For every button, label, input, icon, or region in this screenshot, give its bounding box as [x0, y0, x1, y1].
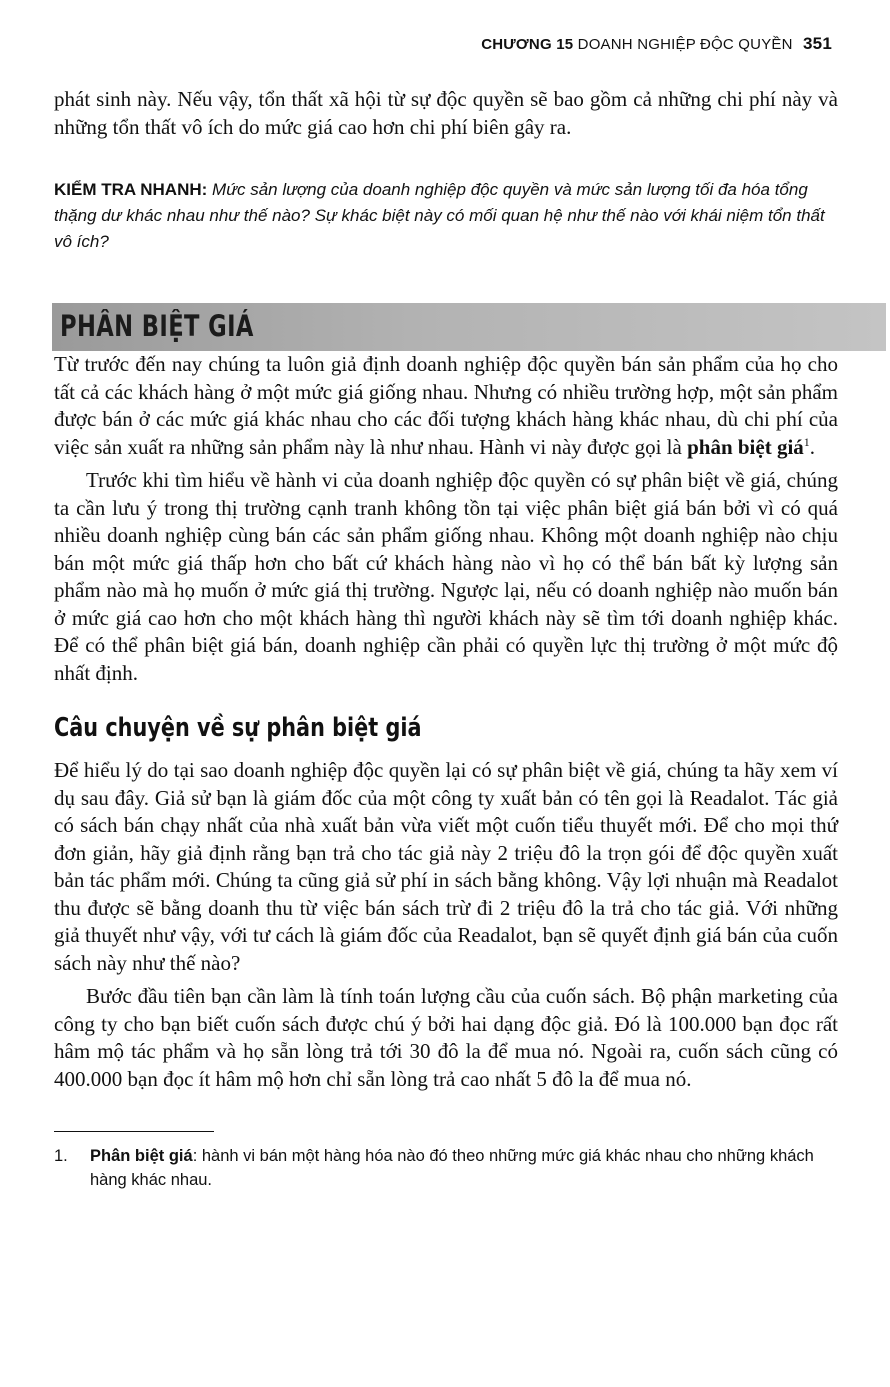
subsection-title: Câu chuyện về sự phân biệt giá — [54, 713, 422, 743]
quick-check — [54, 177, 838, 255]
footnote-text: : hành vi bán một hàng hóa nào đó theo những mức giá khác nhau cho những khách hàng khác nhau. — [90, 1147, 814, 1189]
page-content — [54, 86, 838, 1192]
subsection-paragraph-2: Bước đầu tiên bạn cần làm là tính toán lượng cầu của cuốn sách. Bộ phận marketing của công ty cho bạn biết cuốn sách được chú ý bởi hai dạng độc giả. Đó là 100.000 bạn đọc rất hâm mộ tác phẩm và họ sẵn lòng trả tới 30 đô la để mua nó. Ngoài ra, cuốn sách cũng có 400.000 bạn đọc ít hâm mộ hơn chỉ sẵn lòng trả cao nhất 5 đô la để mua nó. — [54, 984, 838, 1091]
footnote — [54, 1144, 838, 1192]
subsection-paragraph-1: Để hiểu lý do tại sao doanh nghiệp độc quyền lại có sự phân biệt về giá, chúng ta hãy xem ví dụ sau đây. Giả sử bạn là giám đốc của một công ty xuất bản có tên gọi là Readalot. Tác giả có sách bán chạy nhất của nhà xuất bản vừa viết một cuốn tiểu thuyết mới. Để cho mọi thứ đơn giản, hãy giả định rằng bạn trả cho tác giả này 2 triệu đô la trọn gói để độc quyền xuất bản tác phẩm mới. Chúng ta cũng giả sử phí in sách bằng không. Vậy lợi nhuận mà Readalot thu được sẽ bằng doanh thu từ việc bán sách trừ đi 2 triệu đô la trả cho tác giả. Với những giả thuyết như vậy, với tư cách là giám đốc của Readalot, bạn sẽ quyết định giá bán của cuốn sách này như thế nào? — [54, 758, 838, 975]
section-paragraph-1 — [54, 351, 838, 461]
page-number: 351 — [803, 34, 832, 53]
section-header-bar — [52, 303, 886, 351]
section-paragraph-2: Trước khi tìm hiểu về hành vi của doanh nghiệp độc quyền có sự phân biệt về giá, chúng ta cần lưu ý trong thị trường cạnh tranh không tồn tại việc phân biệt giá bán bởi vì có quá nhiều doanh nghiệp cùng bán các sản phẩm giống nhau. Không một doanh nghiệp nào chịu bán một mức giá thấp hơn cho bất cứ khách hàng nào vì họ có thể bán bất kỳ lượng sản phẩm nào mà họ muốn ở mức giá thị trường. Ngược lại, nếu có doanh nghiệp nào muốn bán ở mức giá cao hơn cho một khách hàng thì người khách này sẽ tìm tới doanh nghiệp khác. Để có thể phân biệt giá bán, doanh nghiệp cần phải có quyền lực thị trường ở một mức độ nhất định. — [54, 468, 838, 685]
chapter-title: DOANH NGHIỆP ĐỘC QUYỀN — [577, 36, 793, 53]
footnote-number: 1. — [54, 1147, 68, 1165]
paragraph-end: . — [809, 434, 816, 459]
footnote-term: Phân biệt giá — [90, 1147, 193, 1165]
running-header — [481, 34, 832, 54]
footnote-divider — [54, 1131, 214, 1132]
quick-check-question: Mức sản lượng của doanh nghiệp độc quyền và mức sản lượng tối đa hóa tổng thặng dư khác nhau như thế nào? Sự khác biệt này có mối quan hệ như thế nào với khái niệm tổn thất vô ích? — [54, 180, 825, 251]
footnote-ref: 1 — [803, 434, 810, 449]
section-paragraph-1-text: Từ trước đến nay chúng ta luôn giả định doanh nghiệp độc quyền bán sản phẩm của họ cho tất cả các khách hàng ở một mức giá giống nhau. Nhưng có nhiều trường hợp, một sản phẩm được bán ở các mức giá khác nhau cho các đối tượng khách hàng khác nhau, dù chi phí của việc sản xuất ra những sản phẩm này là như nhau. Hành vi này được gọi là — [54, 352, 838, 459]
section-title: PHÂN BIỆT GIÁ — [60, 309, 254, 343]
intro-paragraph: phát sinh này. Nếu vậy, tổn thất xã hội từ sự độc quyền sẽ bao gồm cả những chi phí này và những tổn thất vô ích do mức giá cao hơn chi phí biên gây ra. — [54, 87, 838, 139]
chapter-label: CHƯƠNG 15 — [481, 36, 574, 53]
quick-check-label: KIỂM TRA NHANH: — [54, 180, 208, 199]
key-term: phân biệt giá — [687, 434, 804, 459]
footnote-body — [90, 1144, 838, 1192]
